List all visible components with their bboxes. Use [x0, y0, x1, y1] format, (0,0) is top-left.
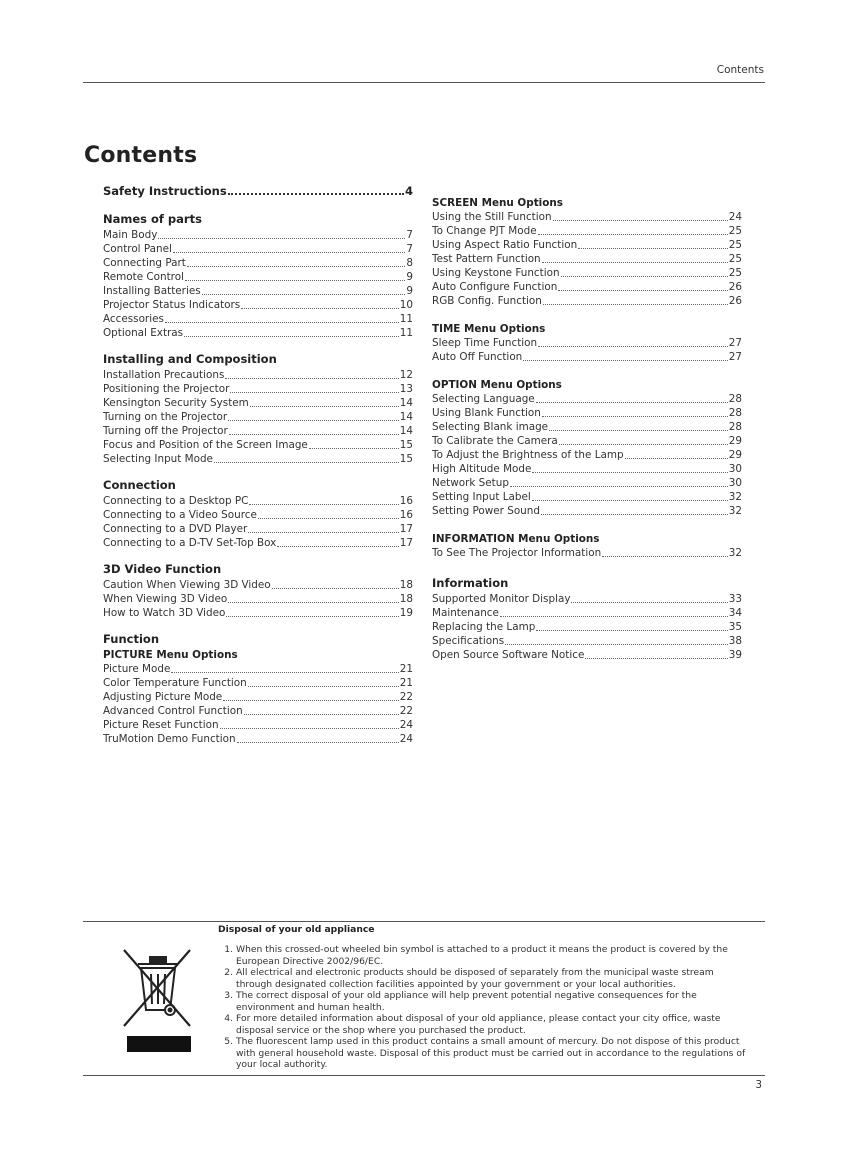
- toc-entry[interactable]: [432, 210, 742, 224]
- toc-entry[interactable]: [103, 536, 413, 550]
- dot-leader: [538, 234, 728, 235]
- toc-right-column: [432, 196, 742, 662]
- dot-leader: [571, 602, 727, 603]
- toc-section-title: Information: [432, 576, 509, 590]
- dot-leader: [171, 672, 398, 673]
- dot-leader: [225, 378, 398, 379]
- toc-entry-page: 25: [728, 267, 742, 279]
- toc-entry-page: 15: [399, 453, 413, 465]
- dot-leader: [543, 304, 728, 305]
- toc-entry[interactable]: [432, 280, 742, 294]
- toc-entry-label: How to Watch 3D Video: [103, 607, 226, 619]
- dot-leader: [249, 504, 398, 505]
- toc-left-sections: [103, 210, 413, 620]
- toc-entry-page: 26: [728, 295, 742, 307]
- toc-entry[interactable]: [432, 406, 742, 420]
- toc-subsection-title: SCREEN Menu Options: [432, 197, 563, 209]
- dot-leader: [229, 434, 399, 435]
- toc-entry[interactable]: [103, 298, 413, 312]
- toc-entry-label: Installing Batteries: [103, 285, 201, 297]
- toc-entry-label: Positioning the Projector: [103, 383, 230, 395]
- toc-entry[interactable]: [103, 270, 413, 284]
- dot-leader: [561, 276, 728, 277]
- toc-entry-page: 19: [399, 607, 413, 619]
- toc-entry-page: 9: [406, 271, 413, 283]
- disposal-item-number: 5.: [224, 1036, 233, 1047]
- dot-leader: [532, 472, 727, 473]
- toc-entry-label: Installation Precautions: [103, 369, 225, 381]
- toc-entry-page: 27: [728, 351, 742, 363]
- toc-entry-label: Optional Extras: [103, 327, 184, 339]
- toc-entry-page: 33: [728, 593, 742, 605]
- toc-entry-label: Setting Power Sound: [432, 505, 540, 517]
- toc-entry-label: Specifications: [432, 635, 505, 647]
- disposal-list: [218, 944, 748, 1071]
- dot-leader: [542, 416, 728, 417]
- toc-entry[interactable]: [432, 266, 742, 280]
- toc-entry[interactable]: [432, 546, 742, 560]
- toc-entry-page: 13: [399, 383, 413, 395]
- toc-entry-label: Turning off the Projector: [103, 425, 228, 437]
- toc-entry[interactable]: [103, 326, 413, 340]
- dot-leader: [277, 546, 398, 547]
- toc-entry-page: 24: [399, 733, 413, 745]
- toc-entry-page: 12: [399, 369, 413, 381]
- toc-entry-page: 28: [728, 393, 742, 405]
- toc-entry[interactable]: [432, 648, 742, 662]
- toc-entry-page: 32: [728, 547, 742, 559]
- toc-entry[interactable]: [103, 452, 413, 466]
- toc-entry-label: Using Aspect Ratio Function: [432, 239, 578, 251]
- dot-leader: [250, 406, 399, 407]
- toc-entry[interactable]: [432, 392, 742, 406]
- toc-entry-page: 39: [728, 649, 742, 661]
- toc-entry-label: Network Setup: [432, 477, 509, 489]
- dot-leader: [158, 238, 405, 239]
- toc-entry[interactable]: [432, 592, 742, 606]
- dot-leader: [558, 290, 727, 291]
- toc-entry-page: 14: [399, 425, 413, 437]
- dot-leader: [165, 322, 399, 323]
- toc-entry-page: 30: [728, 463, 742, 475]
- toc-entry-page: 24: [399, 719, 413, 731]
- toc-entry-label: Turning on the Projector: [103, 411, 228, 423]
- footer-divider-bottom: [83, 1075, 765, 1076]
- toc-entry-label: Maintenance: [432, 607, 499, 619]
- dot-leader: [230, 392, 398, 393]
- dot-leader: [237, 742, 399, 743]
- toc-entry-label: Main Body: [103, 229, 158, 241]
- toc-entry-page: 24: [728, 211, 742, 223]
- toc-entry[interactable]: [432, 350, 742, 364]
- toc-entry-label: Using Blank Function: [432, 407, 541, 419]
- toc-entry-label: Using the Still Function: [432, 211, 552, 223]
- toc-entry[interactable]: [103, 242, 413, 256]
- toc-entry[interactable]: [432, 606, 742, 620]
- toc-entry-page: 35: [728, 621, 742, 633]
- dot-leader: [309, 448, 399, 449]
- dot-leader: [536, 630, 727, 631]
- toc-entry-label: Picture Reset Function: [103, 719, 219, 731]
- dot-leader: [585, 658, 727, 659]
- dot-leader: [625, 458, 728, 459]
- toc-entry[interactable]: [103, 690, 413, 704]
- toc-entry[interactable]: [103, 256, 413, 270]
- toc-entry[interactable]: [432, 620, 742, 634]
- toc-entry-label: Selecting Input Mode: [103, 453, 213, 465]
- toc-entry-label: Test Pattern Function: [432, 253, 541, 265]
- dot-leader: [228, 420, 399, 421]
- toc-entry-page: 29: [728, 449, 742, 461]
- toc-entry-page: 17: [399, 523, 413, 535]
- toc-entry-label: Connecting Part: [103, 257, 186, 269]
- toc-entry[interactable]: [103, 424, 413, 438]
- toc-section-title: Connection: [103, 478, 176, 492]
- dot-leader: [538, 346, 728, 347]
- toc-entry-label: Auto Off Function: [432, 351, 523, 363]
- toc-entry-page: 7: [406, 229, 413, 241]
- dot-leader: [505, 644, 728, 645]
- toc-entry-page: 17: [399, 537, 413, 549]
- toc-entry[interactable]: [432, 434, 742, 448]
- toc-entry-label: Color Temperature Function: [103, 677, 247, 689]
- toc-entry[interactable]: [432, 420, 742, 434]
- toc-entry-label: To Change PJT Mode: [432, 225, 537, 237]
- toc-entry-page: 16: [399, 495, 413, 507]
- toc-entry-page: 10: [399, 299, 413, 311]
- toc-entry[interactable]: [103, 676, 413, 690]
- disposal-item-number: 4.: [224, 1013, 233, 1024]
- toc-entry-page: 28: [728, 407, 742, 419]
- disposal-item-text: For more detailed information about disposal of your old appliance, please contact your city office, waste disposal service or the shop where you purchased the product.: [236, 1013, 721, 1036]
- toc-entry-label: To See The Projector Information: [432, 547, 602, 559]
- toc-entry[interactable]: [432, 504, 742, 518]
- toc-entry-page: 34: [728, 607, 742, 619]
- running-header: Contents: [716, 64, 764, 76]
- toc-entry[interactable]: [103, 284, 413, 298]
- toc-entry[interactable]: [103, 578, 413, 592]
- dot-leader: [542, 262, 728, 263]
- dot-leader: [226, 616, 398, 617]
- toc-subsection-title: TIME Menu Options: [432, 323, 546, 335]
- dot-leader: [536, 402, 728, 403]
- page-title: Contents: [84, 143, 198, 168]
- toc-entry-label: Supported Monitor Display: [432, 593, 571, 605]
- toc-entry-page: 22: [399, 691, 413, 703]
- toc-entry-label: Setting Input Label: [432, 491, 531, 503]
- toc-entry-label: Remote Control: [103, 271, 184, 283]
- toc-entry[interactable]: [432, 224, 742, 238]
- toc-entry-label: Auto Configure Function: [432, 281, 558, 293]
- toc-entry[interactable]: [103, 704, 413, 718]
- toc-entry-page: 22: [399, 705, 413, 717]
- toc-entry[interactable]: [103, 438, 413, 452]
- toc-entry-label: Projector Status Indicators: [103, 299, 241, 311]
- toc-entry-page: 25: [728, 225, 742, 237]
- dot-leader: [248, 532, 398, 533]
- dot-leader: [532, 500, 728, 501]
- toc-entry-label: Advanced Control Function: [103, 705, 243, 717]
- toc-entry-label: Sleep Time Function: [432, 337, 538, 349]
- toc-entry[interactable]: [103, 368, 413, 382]
- dot-leader: [258, 518, 399, 519]
- toc-entry-page: 25: [728, 253, 742, 265]
- disposal-item-number: 3.: [224, 990, 233, 1001]
- dot-leader: [228, 602, 399, 603]
- toc-entry[interactable]: [103, 662, 413, 676]
- toc-entry-label: Caution When Viewing 3D Video: [103, 579, 271, 591]
- disposal-item: [218, 967, 748, 990]
- toc-subsection-title: OPTION Menu Options: [432, 379, 562, 391]
- dot-leader: [559, 444, 728, 445]
- toc-entry-page: 16: [399, 509, 413, 521]
- dot-leader: [185, 280, 405, 281]
- toc-entry-page: 11: [399, 313, 413, 325]
- toc-subsection-title: INFORMATION Menu Options: [432, 533, 600, 545]
- toc-entry-label: Replacing the Lamp: [432, 621, 536, 633]
- toc-entry-page: 30: [728, 477, 742, 489]
- toc-entry-page: 27: [728, 337, 742, 349]
- toc-entry-label: Open Source Software Notice: [432, 649, 585, 661]
- dot-leader: [541, 514, 728, 515]
- toc-entry-label: When Viewing 3D Video: [103, 593, 228, 605]
- toc-entry[interactable]: [432, 294, 742, 308]
- page-number: 3: [755, 1079, 762, 1091]
- toc-entry-label: Safety Instructions: [103, 184, 227, 198]
- toc-entry-label: Picture Mode: [103, 663, 171, 675]
- toc-entry-page: 28: [728, 421, 742, 433]
- toc-entry[interactable]: [103, 494, 413, 508]
- toc-entry-label: Focus and Position of the Screen Image: [103, 439, 308, 451]
- disposal-item-text: All electrical and electronic products should be disposed of separately from the municipal waste stream through designated collection facilities appointed by your government or your local authorities.: [236, 967, 714, 990]
- toc-entry[interactable]: [432, 634, 742, 648]
- toc-section-title: Names of parts: [103, 212, 202, 226]
- dot-leader: [202, 294, 406, 295]
- toc-entry-label: To Adjust the Brightness of the Lamp: [432, 449, 624, 461]
- toc-section-function: Function: [103, 632, 160, 646]
- toc-entry-page: 21: [399, 677, 413, 689]
- toc-entry-label: Connecting to a DVD Player: [103, 523, 248, 535]
- disposal-item: [218, 944, 748, 967]
- toc-entry-safety-instructions[interactable]: [103, 182, 413, 200]
- toc-entry-page: 32: [728, 505, 742, 517]
- toc-left-column: [103, 182, 413, 746]
- disposal-item-text: When this crossed-out wheeled bin symbol is attached to a product it means the product is covered by the European Directive 2002/96/EC.: [236, 944, 728, 967]
- toc-entry[interactable]: [103, 508, 413, 522]
- toc-entry[interactable]: [103, 522, 413, 536]
- toc-entry-page: 14: [399, 397, 413, 409]
- disposal-item: [218, 1036, 748, 1071]
- toc-entry-page: 38: [728, 635, 742, 647]
- dot-leader: [510, 486, 728, 487]
- toc-entry[interactable]: [103, 592, 413, 606]
- toc-entry[interactable]: [103, 228, 413, 242]
- disposal-item-text: The fluorescent lamp used in this product contains a small amount of mercury. Do not dispose of this product with general household waste. Disposal of this product must be carried out in accordance to the regulations of your local authority.: [236, 1036, 746, 1070]
- toc-entry-label: High Altitude Mode: [432, 463, 532, 475]
- disposal-item-number: 2.: [224, 967, 233, 978]
- toc-function-entries: [103, 662, 413, 746]
- dot-leader: [223, 700, 399, 701]
- dot-leader: [220, 728, 399, 729]
- toc-entry[interactable]: [432, 238, 742, 252]
- toc-section-title: 3D Video Function: [103, 562, 222, 576]
- dot-leader: [602, 556, 728, 557]
- toc-entry-page: 29: [728, 435, 742, 447]
- toc-entry-label: To Calibrate the Camera: [432, 435, 558, 447]
- dot-leader: [228, 193, 404, 195]
- dot-leader: [214, 462, 399, 463]
- dot-leader: [187, 266, 406, 267]
- toc-entry-label: Using Keystone Function: [432, 267, 560, 279]
- toc-entry-page: 26: [728, 281, 742, 293]
- toc-entry-label: Connecting to a Desktop PC: [103, 495, 249, 507]
- dot-leader: [173, 252, 405, 253]
- toc-entry-label: Connecting to a Video Source: [103, 509, 257, 521]
- toc-entry[interactable]: [432, 462, 742, 476]
- toc-entry-page: 11: [399, 327, 413, 339]
- toc-entry-page: 8: [406, 257, 413, 269]
- dot-leader: [523, 360, 728, 361]
- toc-entry-page: 4: [404, 184, 413, 198]
- toc-entry-page: 18: [399, 579, 413, 591]
- toc-subsection-picture-menu: PICTURE Menu Options: [103, 649, 238, 661]
- toc-entry[interactable]: [103, 312, 413, 326]
- toc-entry-page: 21: [399, 663, 413, 675]
- toc-entry-label: Selecting Blank image: [432, 421, 549, 433]
- toc-entry[interactable]: [432, 336, 742, 350]
- disposal-notice: [218, 924, 748, 1071]
- toc-entry-page: 32: [728, 491, 742, 503]
- toc-entry-label: Control Panel: [103, 243, 172, 255]
- toc-entry-label: Accessories: [103, 313, 164, 325]
- footer-divider-top: [83, 921, 765, 922]
- toc-entry-label: Adjusting Picture Mode: [103, 691, 223, 703]
- dot-leader: [184, 336, 399, 337]
- toc-entry[interactable]: [103, 606, 413, 620]
- disposal-item: [218, 1013, 748, 1036]
- dot-leader: [553, 220, 728, 221]
- crossed-out-wheeled-bin-icon: [118, 944, 198, 1054]
- dot-leader: [500, 616, 728, 617]
- toc-entry-page: 9: [406, 285, 413, 297]
- header-divider: [83, 82, 765, 83]
- toc-entry-label: Connecting to a D-TV Set-Top Box: [103, 537, 277, 549]
- disposal-item: [218, 990, 748, 1013]
- toc-entry[interactable]: [103, 732, 413, 746]
- toc-entry[interactable]: [432, 490, 742, 504]
- toc-section-title: Installing and Composition: [103, 352, 277, 366]
- toc-entry-label: TruMotion Demo Function: [103, 733, 236, 745]
- disposal-item-text: The correct disposal of your old appliance will help prevent potential negative consequences for the environment and human health.: [236, 990, 697, 1013]
- dot-leader: [241, 308, 399, 309]
- toc-entry-page: 14: [399, 411, 413, 423]
- toc-entry-page: 25: [728, 239, 742, 251]
- toc-entry[interactable]: [103, 396, 413, 410]
- disposal-title: Disposal of your old appliance: [218, 924, 375, 935]
- toc-entry[interactable]: [432, 476, 742, 490]
- toc-entry-page: 18: [399, 593, 413, 605]
- toc-entry[interactable]: [432, 448, 742, 462]
- toc-entry-label: Kensington Security System: [103, 397, 249, 409]
- toc-entry[interactable]: [103, 718, 413, 732]
- toc-entry-label: RGB Config. Function: [432, 295, 542, 307]
- toc-entry-page: 7: [406, 243, 413, 255]
- dot-leader: [578, 248, 728, 249]
- toc-entry-label: Selecting Language: [432, 393, 535, 405]
- dot-leader: [272, 588, 399, 589]
- toc-entry[interactable]: [103, 382, 413, 396]
- toc-entry-page: 15: [399, 439, 413, 451]
- dot-leader: [248, 686, 399, 687]
- dot-leader: [549, 430, 728, 431]
- toc-entry[interactable]: [432, 252, 742, 266]
- disposal-item-number: 1.: [224, 944, 233, 955]
- toc-entry[interactable]: [103, 410, 413, 424]
- dot-leader: [244, 714, 399, 715]
